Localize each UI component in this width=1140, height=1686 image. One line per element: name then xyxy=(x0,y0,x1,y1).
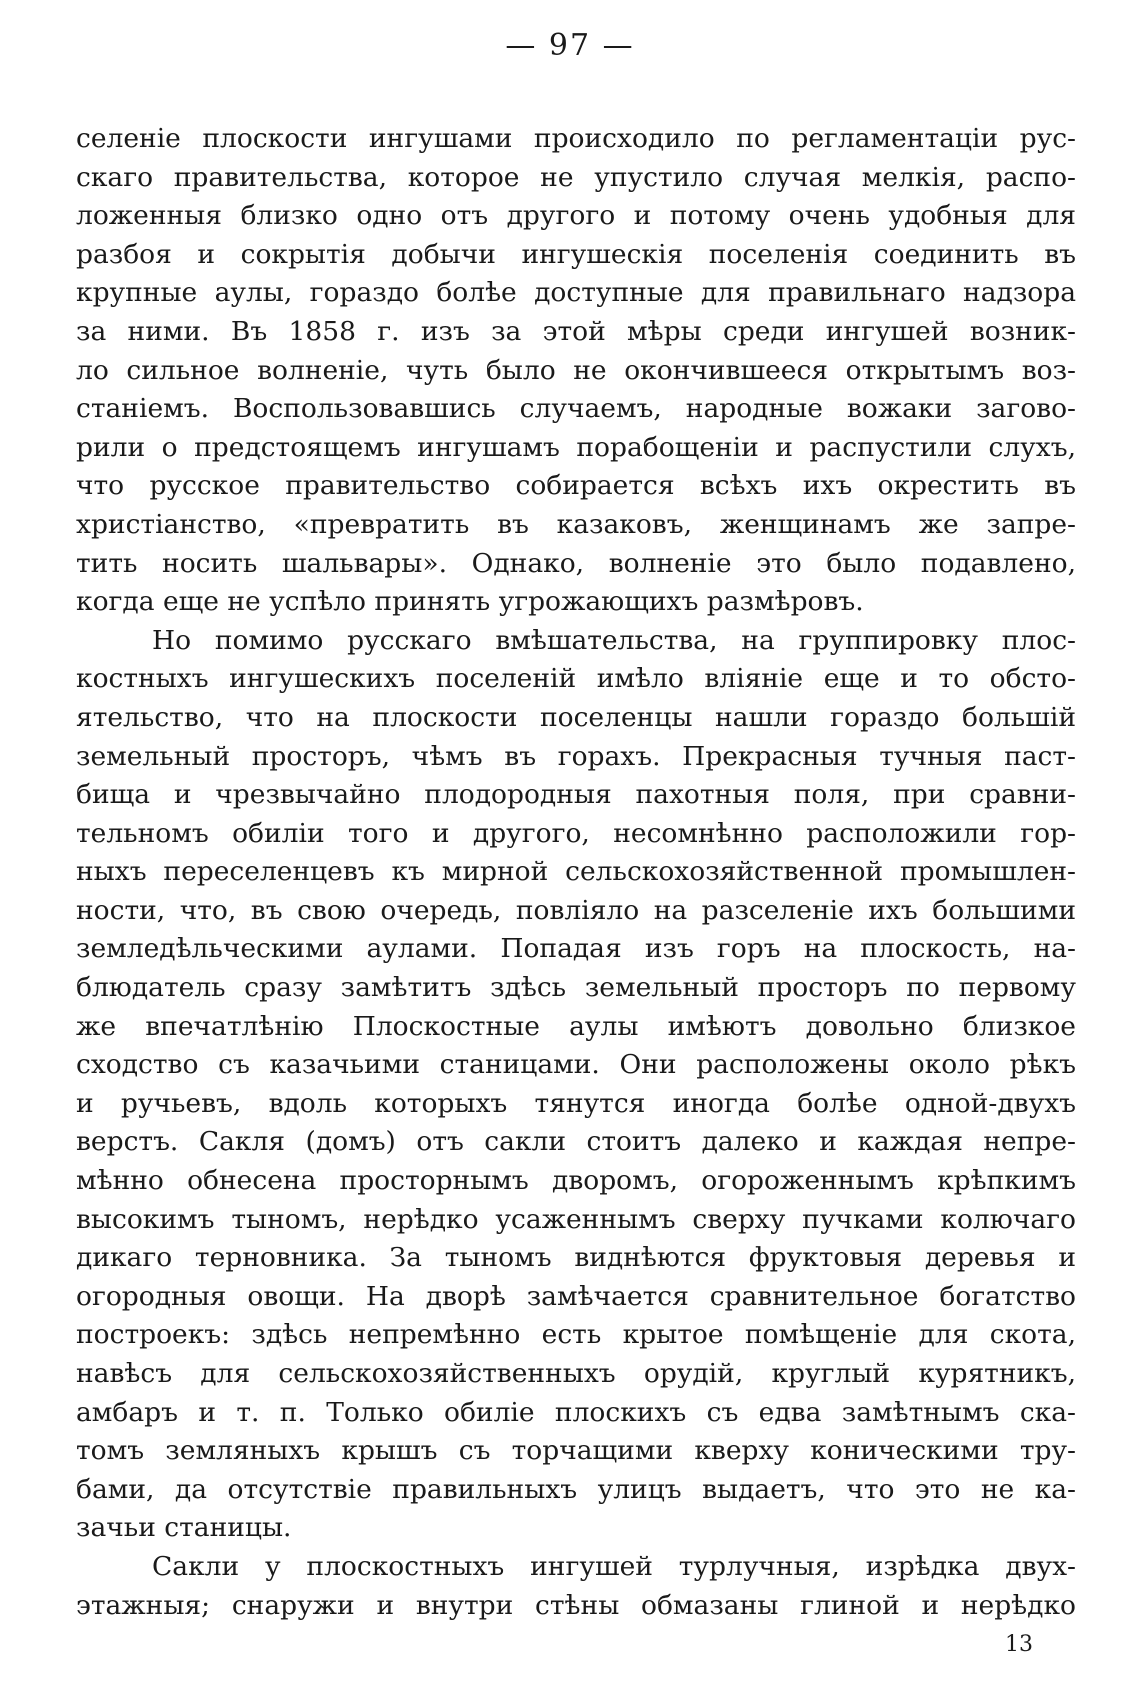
text-line: костныхъ ингушескихъ поселеній имѣло вліяніе еще и то обсто- xyxy=(76,663,1076,695)
text-line: земельный просторъ, чѣмъ въ горахъ. Прекрасныя тучныя паст- xyxy=(76,740,1076,772)
paragraphs xyxy=(76,120,1076,1625)
text-line: зачьи станицы. xyxy=(76,1512,292,1544)
text-line: Сакли у плоскостныхъ ингушей турлучныя, изрѣдка двух- xyxy=(152,1550,1076,1582)
text-line: построекъ: здѣсь непремѣнно есть крытое помѣщеніе для скота, xyxy=(76,1319,1076,1351)
paragraph xyxy=(76,120,1076,622)
signature-mark: 13 xyxy=(1005,1632,1033,1657)
text-line: этажныя; снаружи и внутри стѣны обмазаны глиной и нерѣдко xyxy=(76,1589,1076,1621)
page-number: — 97 — xyxy=(505,28,635,63)
paragraph xyxy=(76,1548,1076,1625)
text-line: же впечатлѣнію Плоскостные аулы имѣютъ довольно близкое xyxy=(76,1010,1076,1042)
text-line: навѣсъ для сельскохозяйственныхъ орудій, круглый курятникъ, xyxy=(76,1358,1076,1389)
paragraph xyxy=(76,622,1076,1548)
text-line: сходство съ казачьими станицами. Они расположены около рѣкъ xyxy=(76,1049,1076,1081)
body-text xyxy=(76,120,1076,1625)
text-line: тить носить шальвары». Однако, волненіе это было подавлено, xyxy=(76,547,1076,579)
text-line: тельномъ обиліи того и другого, несомнѣнно расположили гор- xyxy=(76,817,1076,849)
text-line: рили о предстоящемъ ингушамъ порабощеніи и распустили слухъ, xyxy=(76,431,1076,463)
text-line: Но помимо русскаго вмѣшательства, на группировку плос- xyxy=(152,624,1076,656)
text-line: станіемъ. Воспользовавшись случаемъ, народные вожаки загово- xyxy=(76,393,1076,425)
text-line: скаго правительства, которое не упустило случая мелкія, распо- xyxy=(76,161,1076,193)
text-line: верстъ. Сакля (домъ) отъ сакли стоитъ далеко и каждая непре- xyxy=(76,1126,1076,1158)
text-line: земледѣльческими аулами. Попадая изъ горъ на плоскость, на- xyxy=(76,933,1076,965)
text-line: огородныя овощи. На дворѣ замѣчается сравнительное богатство xyxy=(76,1280,1076,1312)
text-line: бами, да отсутствіе правильныхъ улицъ выдаетъ, что это не ка- xyxy=(76,1473,1076,1505)
text-line: селеніе плоскости ингушами происходило по регламентаціи рус- xyxy=(76,123,1076,154)
text-line: мѣнно обнесена просторнымъ дворомъ, огороженнымъ крѣпкимъ xyxy=(76,1165,1076,1197)
text-line: амбаръ и т. п. Только обиліе плоскихъ съ едва замѣтнымъ ска- xyxy=(76,1396,1076,1428)
text-line: ложенныя близко одно отъ другого и потому очень удобныя для xyxy=(76,200,1076,232)
text-line: ятельство, что на плоскости поселенцы нашли гораздо большій xyxy=(76,701,1076,733)
text-line: разбоя и сокрытія добычи ингушескія поселенія соединить въ xyxy=(76,238,1076,270)
text-line: томъ земляныхъ крышъ съ торчащими кверху коническими тру- xyxy=(76,1435,1076,1467)
text-line: и ручьевъ, вдоль которыхъ тянутся иногда болѣе одной-двухъ xyxy=(76,1087,1076,1119)
text-line: что русское правительство собирается всѣхъ ихъ окрестить въ xyxy=(76,470,1076,502)
text-line: блюдатель сразу замѣтитъ здѣсь земельный просторъ по первому xyxy=(76,972,1076,1004)
text-line: ныхъ переселенцевъ къ мирной сельскохозяйственной промышлен- xyxy=(76,856,1076,888)
text-line: ло сильное волненіе, чуть было не окончившееся открытымъ воз- xyxy=(76,354,1076,386)
text-line: христіанство, «превратить въ казаковъ, женщинамъ же запре- xyxy=(76,508,1076,540)
text-line: дикаго терновника. За тыномъ виднѣются фруктовыя деревья и xyxy=(76,1242,1076,1274)
text-line: высокимъ тыномъ, нерѣдко усаженнымъ сверху пучками колючаго xyxy=(76,1203,1076,1235)
text-line: за ними. Въ 1858 г. изъ за этой мѣры среди ингушей возник- xyxy=(76,315,1076,347)
text-line: когда еще не успѣло принять угрожающихъ размѣровъ. xyxy=(76,586,864,618)
text-line: бища и чрезвычайно плодородныя пахотныя поля, при сравни- xyxy=(76,779,1076,811)
text-line: крупные аулы, гораздо болѣе доступные для правильнаго надзора xyxy=(76,277,1076,309)
text-line: ности, что, въ свою очередь, повліяло на разселеніе ихъ большими xyxy=(76,894,1076,926)
